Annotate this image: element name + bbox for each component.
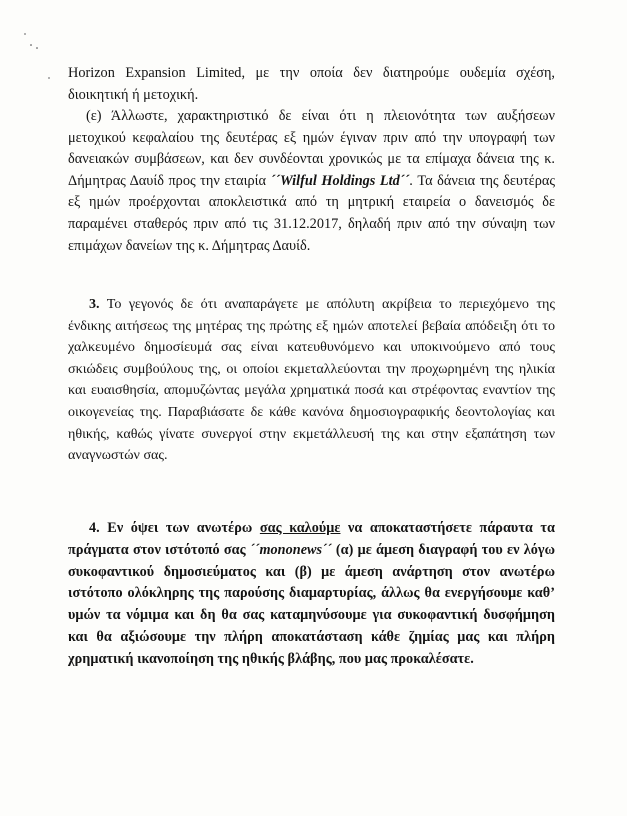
item-marker: (ε) (86, 108, 102, 124)
scan-speck (48, 77, 50, 79)
paragraph-e (68, 106, 555, 257)
site-name: ´´mononews´´ (249, 541, 332, 558)
underlined-phrase: σας καλούμε (259, 520, 341, 536)
scan-speck (24, 33, 26, 35)
paragraph-4 (68, 518, 555, 671)
company-name: ´´Wilful Holdings Ltd´´ (270, 172, 410, 189)
paragraph-text: (α) με άμεση διαγραφή του εν λόγω συκοφαντικού δημοσιεύματος και (β) με άμεση ανάρτηση στον ανωτέρω ιστότοπο ολόκληρης της παρούσης διαμαρτυρίας, άλλως θα ενεργήσουμε καθ’ υμών τα νόμιμα και δη θα σας καταμηνύσουμε για συκοφαντική δυσφήμηση και θα αξιώσουμε την πλήρη αποκατάσταση κάθε ζημίας μας και πλήρη χρηματική ικανοποίηση της ηθικής βλάβης, που μας προκαλέσατε. (68, 541, 555, 667)
paragraph-continuation (68, 63, 555, 106)
paragraph-text: Εν όψει των ανωτέρω (99, 520, 260, 536)
scan-speck (36, 47, 38, 49)
paragraph-number: 4. (89, 520, 100, 536)
paragraph-text: Το γεγονός δε ότι αναπαράγετε με απόλυτη ακρίβεια το περιεχόμενο της ένδικης αιτήσεως της μητέρας της πρώτης εξ ημών αποτελεί βεβαία απόδειξη ότι το χαλκευμένο δημοσίευμά σας είναι κατευθυνόμενο και υποκινούμενο από τους σκιώδεις συμβούλους της, οι οποίοι εκμεταλλεύονται την προχωρημένη της ηλικία και ευαισθησία, απομυζώντας μεγάλα χρηματικά ποσά και στρέφοντας εναντίον της οικογενείας της. Παραβιάσατε δε κάθε κανόνα δημοσιογραφικής δεοντολογίας και ηθικής, καθώς γίνατε συνεργοί στην εκμετάλλευσή της και στην εξαπάτηση των αναγνωστών σας. (68, 296, 555, 464)
paragraph-text: Άλλωστε, χαρακτηριστικό δε είναι ότι η πλειονότητα των αυξήσεων μετοχικού κεφαλαίου της δευτέρας εξ ημών έγιναν πριν από την υπογραφή των δανειακών συμβάσεων, και δεν συνδέονται χρονικώς με τα επίμαχα δάνεια της κ. Δήμητρας Δαυίδ προς την εταιρία (68, 108, 555, 189)
paragraph-text: Horizon Expansion Limited, με την οποία δεν διατηρούμε ουδεμία σχέση, διοικητική ή μετοχική. (68, 65, 555, 103)
paragraph-3 (68, 294, 555, 467)
paragraph-number: 3. (89, 296, 100, 312)
scan-speck (30, 44, 32, 46)
paragraph-text: . Τα δάνεια της δευτέρας εξ ημών προέρχονται αποκλειστικά από τη μητρική εταιρεία ο δανεισμός δε παραμένει σταθερός πριν από τις 31.12.2017, δηλαδή πριν από την σύναψη των επιμάχων δανείων της κ. Δήμητρας Δαυίδ. (68, 172, 555, 254)
paragraph-text: να αποκαταστήσετε πάραυτα τα πράγματα στον ιστότοπό σας (68, 520, 555, 558)
